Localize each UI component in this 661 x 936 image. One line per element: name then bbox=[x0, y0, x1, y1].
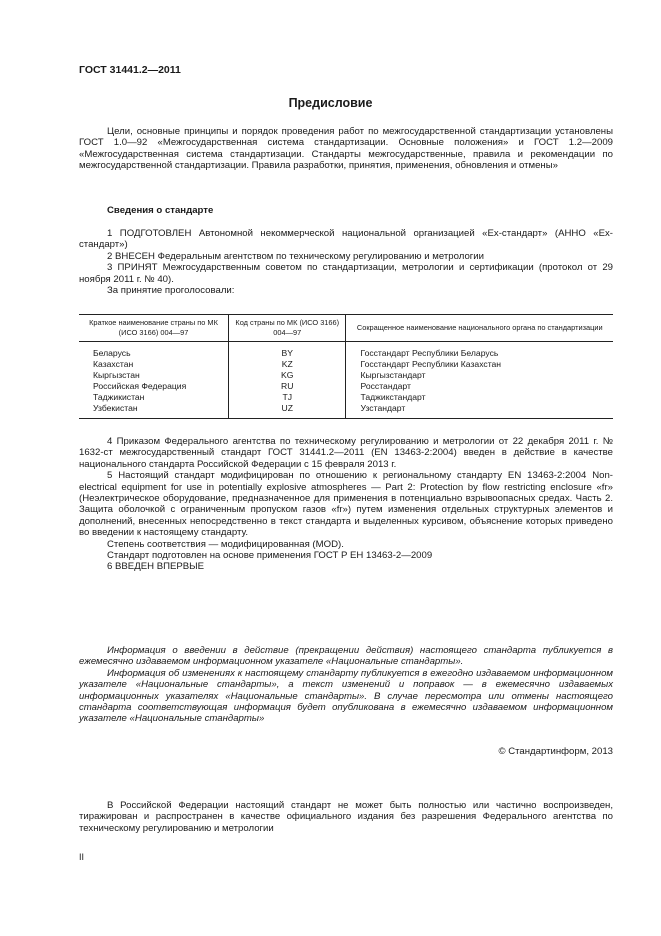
table-header-country: Краткое наименование страны по МК (ИСО 3166) 004—97 bbox=[79, 315, 229, 342]
cell-country: Таджикистан bbox=[93, 392, 145, 402]
table-header-body: Сокращенное наименование национального органа по стандартизации bbox=[346, 315, 613, 342]
document-header: ГОСТ 31441.2—2011 bbox=[79, 64, 181, 76]
cell-body: Росстандарт bbox=[346, 381, 613, 392]
copyright: © Стандартинформ, 2013 bbox=[498, 746, 613, 757]
copyright-section bbox=[79, 746, 613, 757]
cell-code: BY bbox=[229, 342, 346, 360]
cell-country: Узбекистан bbox=[79, 403, 229, 419]
cell-code: KZ bbox=[229, 359, 346, 370]
table-row bbox=[79, 359, 613, 370]
cell-country: Российская Федерация bbox=[93, 381, 187, 391]
notice-introduction: Информация о введении в действие (прекращении действия) настоящего стандарта публикуется в ежемесячно издаваемом информационном указателе «Национальные стандарты». bbox=[79, 645, 613, 668]
intro-paragraph: Цели, основные принципы и порядок проведения работ по межгосударственной стандартизации установлены ГОСТ 1.0—92 «Межгосударственная система стандартизации. Основные положения» и ГОСТ 1.2—2009 «Межгосударственная система стандартизации. Стандарты межгосударственные, правила и рекомендации по межгосударственной стандартизации. Правила разработки, принятия, применения, обновления и отмены» bbox=[79, 126, 613, 172]
item-degree: Степень соответствия — модифицированная (MOD). bbox=[107, 538, 344, 550]
cell-code: KG bbox=[229, 370, 346, 381]
cell-code: TJ bbox=[229, 392, 346, 403]
info-section bbox=[79, 205, 613, 216]
cell-body: Таджикстандарт bbox=[346, 392, 613, 403]
cell-country: Казахстан bbox=[93, 359, 134, 369]
table-header-row bbox=[79, 315, 613, 342]
page-number: II bbox=[79, 852, 85, 862]
cell-country: Кыргызстан bbox=[93, 370, 140, 380]
item-order: 4 Приказом Федерального агентства по техническому регулированию и метрологии от 22 декабря 2011 г. № 1632-ст межгосударственный стандарт ГОСТ 31441.2—2011 (EN 13463-2:2004) введен в действие в качестве национального стандарта Российской Федерации с 15 февраля 2013 г. bbox=[79, 436, 613, 470]
table-row bbox=[79, 381, 613, 392]
items-section bbox=[79, 228, 613, 296]
table-row bbox=[79, 403, 613, 419]
item-submitted: 2 ВНЕСЕН Федеральным агентством по техническому регулированию и метрологии bbox=[107, 250, 485, 262]
table-row bbox=[79, 392, 613, 403]
rights-section bbox=[79, 800, 613, 834]
item-prepared: 1 ПОДГОТОВЛЕН Автономной некоммерческой национальной организацией «Ех-стандарт» (АННО «Ех-стандарт») bbox=[79, 228, 613, 251]
item-based-on: Стандарт подготовлен на основе применения ГОСТ Р ЕН 13463-2—2009 bbox=[107, 550, 433, 562]
cell-code: UZ bbox=[229, 403, 346, 419]
voting-table bbox=[79, 314, 613, 419]
cell-body: Кыргызстандарт bbox=[346, 370, 613, 381]
cell-body: Госстандарт Республики Беларусь bbox=[346, 342, 613, 360]
cell-body: Узстандарт bbox=[346, 403, 613, 419]
item-adopted: 3 ПРИНЯТ Межгосударственным советом по стандартизации, метрологии и сертификации (протокол от 29 ноября 2011 г. № 40). bbox=[79, 262, 613, 285]
item-first-introduced: 6 ВВЕДЕН ВПЕРВЫЕ bbox=[107, 561, 205, 573]
voted-label: За принятие проголосовали: bbox=[107, 285, 235, 297]
cell-country: Беларусь bbox=[93, 348, 131, 358]
table-row bbox=[79, 342, 613, 360]
cell-body: Госстандарт Республики Казахстан bbox=[346, 359, 613, 370]
cell-code: RU bbox=[229, 381, 346, 392]
page-title: Предисловие bbox=[288, 96, 373, 110]
table-header-code: Код страны по МК (ИСО 3166) 004—97 bbox=[229, 315, 346, 342]
item-modified: 5 Настоящий стандарт модифицирован по отношению к региональному стандарту EN 13463-2:2004 Non-electrical equipment for use in potentially explosive atmospheres — Part 2: Protection by flow restricting enclosure «fr» (Неэлектрическое оборудование, предназначенное для применения в потенциально взрывоопасных средах. Часть 2. Защита оболочкой с ограниченным пропуском газов «fr») путем изменения отдельных структурных элементов и дополнений, внесенных непосредственно в текст стандарта и выделенных курсивом, объяснение которых приведено во введении к настоящему стандарту. bbox=[79, 470, 613, 539]
items-continued bbox=[79, 436, 613, 573]
info-heading: Сведения о стандарте bbox=[107, 205, 214, 216]
notices-section bbox=[79, 645, 613, 725]
rights-notice: В Российской Федерации настоящий стандарт не может быть полностью или частично воспроизведен, тиражирован и распространен в качестве официального издания без разрешения Федерального агентства по техническому регулированию и метрологии bbox=[79, 800, 613, 834]
intro-section bbox=[79, 126, 613, 172]
notice-changes: Информация об изменениях к настоящему стандарту публикуется в ежегодно издаваемом информационном указателе «Национальные стандарты», а текст изменений и поправок — в ежемесячно издаваемых информационных указателях «Национальные стандарты». В случае пересмотра или отмены настоящего стандарта соответствующая информация будет опубликована в ежемесячно издаваемом информационном указателе «Национальные стандарты» bbox=[79, 667, 613, 725]
table-row bbox=[79, 370, 613, 381]
